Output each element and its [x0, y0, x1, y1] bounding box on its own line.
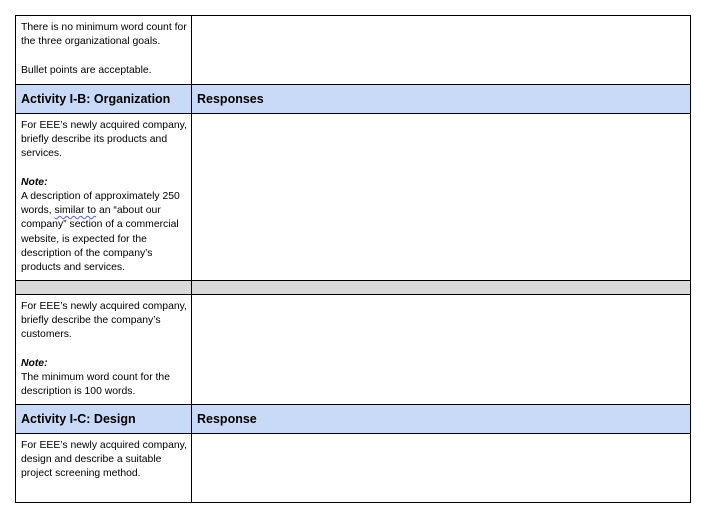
products-prompt-cell — [16, 114, 192, 281]
separator-cell-left — [16, 281, 192, 295]
activity-ic-header-row — [16, 405, 691, 434]
screening-row — [16, 434, 691, 503]
customers-row — [16, 295, 691, 405]
separator-row — [16, 281, 691, 295]
intro-instructions-cell — [16, 16, 192, 85]
screening-response-cell[interactable] — [192, 434, 691, 503]
intro-bullet-note: Bullet points are acceptable. — [21, 64, 152, 76]
separator-cell-right — [192, 281, 691, 295]
customers-note — [21, 357, 187, 400]
customers-note-label: Note: — [21, 357, 48, 369]
activity-ib-heading: Activity I-B: Organization — [21, 92, 171, 106]
intro-response-cell[interactable] — [192, 16, 691, 85]
products-prompt: For EEE’s newly acquired company, briefly describe its products and services. — [21, 120, 187, 160]
intro-row — [16, 16, 691, 85]
customers-prompt: For EEE’s newly acquired company, briefly describe the company’s customers. — [21, 301, 187, 341]
intro-word-count-note: There is no minimum word count for the three organizational goals. — [21, 22, 187, 48]
products-note-text-start: A description of approximately 250 words, — [21, 191, 180, 217]
products-note — [21, 176, 187, 275]
products-note-text-end: an “about our company” section of a commercial website, is expected for the description of the company’s products and services. — [21, 205, 179, 274]
products-row — [16, 114, 691, 281]
activity-ib-header-row — [16, 85, 691, 114]
customers-response-cell[interactable] — [192, 295, 691, 405]
screening-prompt-cell — [16, 434, 192, 503]
activity-ic-heading: Activity I-C: Design — [21, 412, 136, 426]
products-response-cell[interactable] — [192, 114, 691, 281]
products-note-label: Note: — [21, 176, 48, 188]
customers-note-text: The minimum word count for the description is 100 words. — [21, 372, 170, 398]
activity-ib-heading-cell — [16, 85, 192, 114]
spellcheck-flagged-text: similar to — [54, 205, 97, 217]
activity-ic-heading-cell — [16, 405, 192, 434]
responses-heading: Responses — [197, 92, 264, 106]
response-heading: Response — [197, 412, 257, 426]
screening-prompt: For EEE’s newly acquired company, design and describe a suitable project screening method. — [21, 440, 187, 480]
activity-table — [15, 15, 691, 503]
activity-ib-responses-heading-cell — [192, 85, 691, 114]
customers-prompt-cell — [16, 295, 192, 405]
activity-ic-response-heading-cell — [192, 405, 691, 434]
